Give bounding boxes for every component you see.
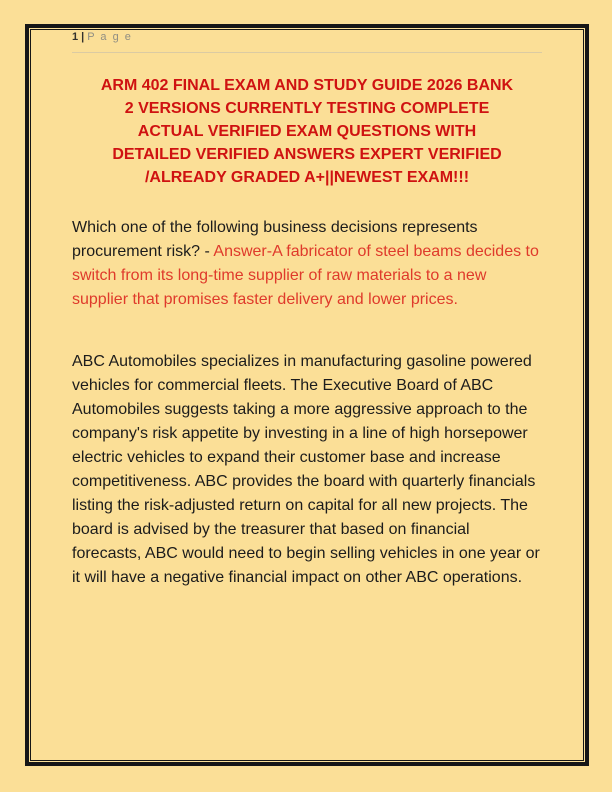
page-header [72, 30, 542, 53]
title-line: /ALREADY GRADED A+||NEWEST EXAM!!! [144, 169, 470, 186]
question-paragraph [72, 216, 542, 312]
title-line: ACTUAL VERIFIED EXAM QUESTIONS WITH [137, 123, 477, 140]
title-line: ARM 402 FINAL EXAM AND STUDY GUIDE 2026 BANK [100, 77, 514, 94]
question-text: Which one of the following business decisions represents procurement risk? - [72, 219, 478, 260]
page-number: 1 [72, 31, 79, 43]
scenario-text: ABC Automobiles specializes in manufacturing gasoline powered vehicles for commercial fleets. The Executive Board of ABC Automobiles suggests taking a more aggressive approach to the company's risk appetite by investing in a line of high horsepower electric vehicles to expand their customer base and increase competitiveness. ABC provides the board with quarterly financials listing the risk-adjusted return on capital for all new projects. The board is advised by the treasurer that based on financial forecasts, ABC would need to begin selling vehicles in one year or it will have a negative financial impact on other ABC operations. [72, 353, 540, 586]
answer-text: Answer-A fabricator of steel beams decides to switch from its long-time supplier of raw materials to a new supplier that promises faster delivery and lower prices. [72, 243, 539, 308]
title-line: 2 VERSIONS CURRENTLY TESTING COMPLETE [124, 100, 490, 117]
page-content [72, 30, 542, 590]
scenario-paragraph [72, 350, 542, 590]
page-header-separator: | [81, 31, 85, 43]
title-line: DETAILED VERIFIED ANSWERS EXPERT VERIFIED [112, 146, 502, 163]
document-title [72, 74, 542, 189]
page-header-label: P a g e [87, 31, 133, 43]
